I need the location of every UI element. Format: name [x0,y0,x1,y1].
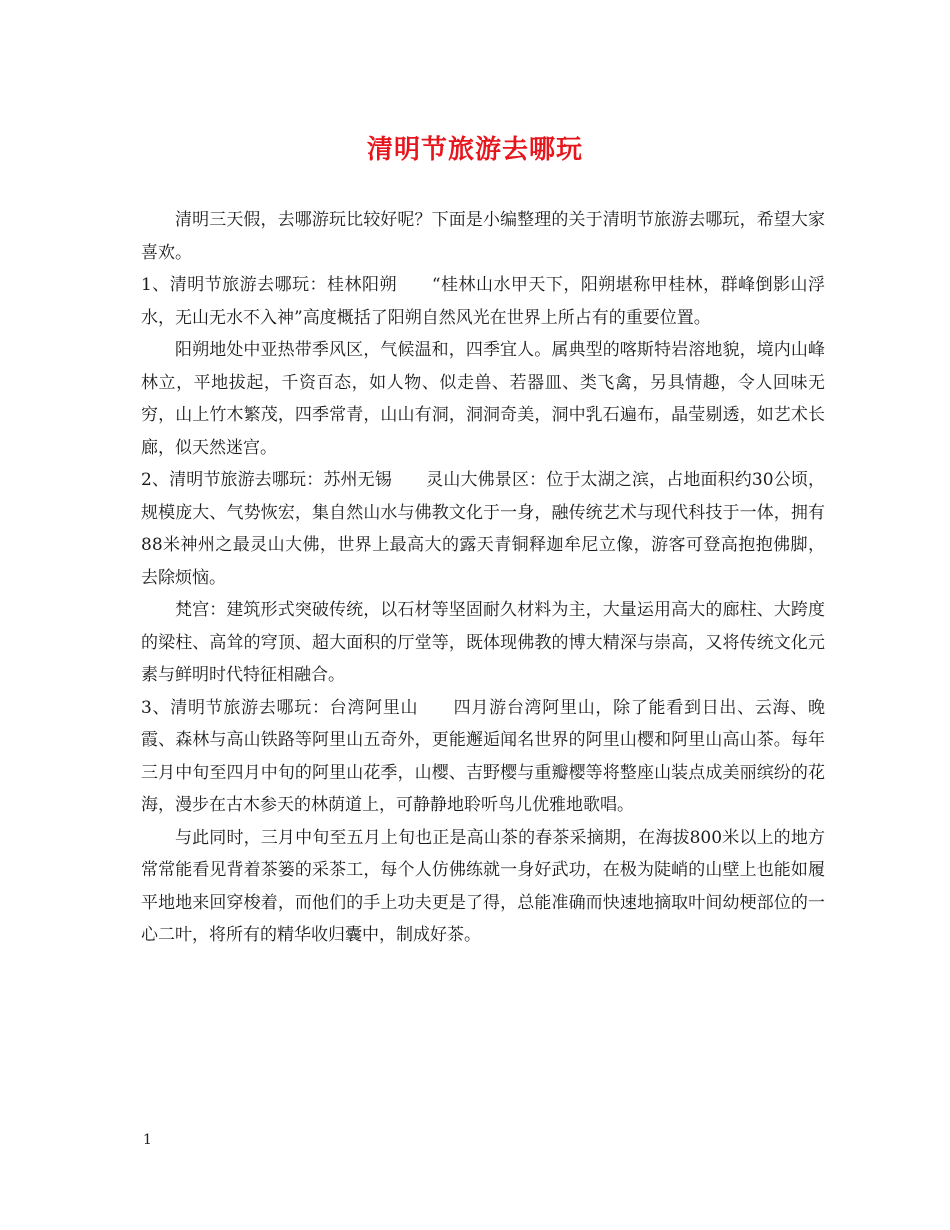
document-body [141,204,825,952]
paragraph-suzhou-wuxi: 2、清明节旅游去哪玩：苏州无锡 灵山大佛景区：位于太湖之滨，占地面积约30公顷，规模庞大、气势恢宏，集自然山水与佛教文化于一身，融传统艺术与现代科技于一体，拥有88米神州之最灵山大佛，世界上最高大的露天青铜释迦牟尼立像，游客可登高抱抱佛脚，去除烦恼。 [141,470,825,588]
paragraph-alishan: 3、清明节旅游去哪玩：台湾阿里山 四月游台湾阿里山，除了能看到日出、云海、晚霞、森林与高山铁路等阿里山五奇外，更能邂逅闻名世界的阿里山樱和阿里山高山茶。每年三月中旬至四月中旬的阿里山花季，山樱、吉野樱与重瓣樱等将整座山装点成美丽缤纷的花海，漫步在古木参天的林荫道上，可静静地聆听鸟儿优雅地歌唱。 [141,697,825,815]
paragraph-fangong: 梵宫：建筑形式突破传统，以石材等坚固耐久材料为主，大量运用高大的廊柱、大跨度的梁柱、高耸的穹顶、超大面积的厅堂等，既体现佛教的博大精深与崇高，又将传统文化元素与鲜明时代特征相融合。 [141,600,825,685]
paragraph-guilin-yangshuo: 1、清明节旅游去哪玩：桂林阳朔 “桂林山水甲天下，阳朔堪称甲桂林，群峰倒影山浮水，无山无水不入神”高度概括了阳朔自然风光在世界上所占有的重要位置。 [141,275,825,328]
paragraph-intro: 清明三天假，去哪游玩比较好呢？下面是小编整理的关于清明节旅游去哪玩，希望大家喜欢。 [141,210,825,263]
page-number: 1 [143,1132,152,1148]
paragraph-alishan-tea: 与此同时，三月中旬至五月上旬也正是高山茶的春茶采摘期，在海拔800米以上的地方常常能看见背着茶篓的采茶工，每个人仿佛练就一身好武功，在极为陡峭的山壁上也能如履平地地来回穿梭着，而他们的手上功夫更是了得，总能准确而快速地摘取叶间幼梗部位的一心二叶，将所有的精华收归囊中，制成好茶。 [141,827,825,945]
document-title: 清明节旅游去哪玩 [366,135,583,165]
paragraph-yangshuo-landscape: 阳朔地处中亚热带季风区，气候温和，四季宜人。属典型的喀斯特岩溶地貌，境内山峰林立，平地拔起，千资百态，如人物、似走兽、若器皿、类飞禽，另具情趣，令人回味无穷，山上竹木繁茂，四季常青，山山有洞，洞洞奇美，洞中乳石遍布，晶莹剔透，如艺术长廊，似天然迷宫。 [141,340,825,458]
